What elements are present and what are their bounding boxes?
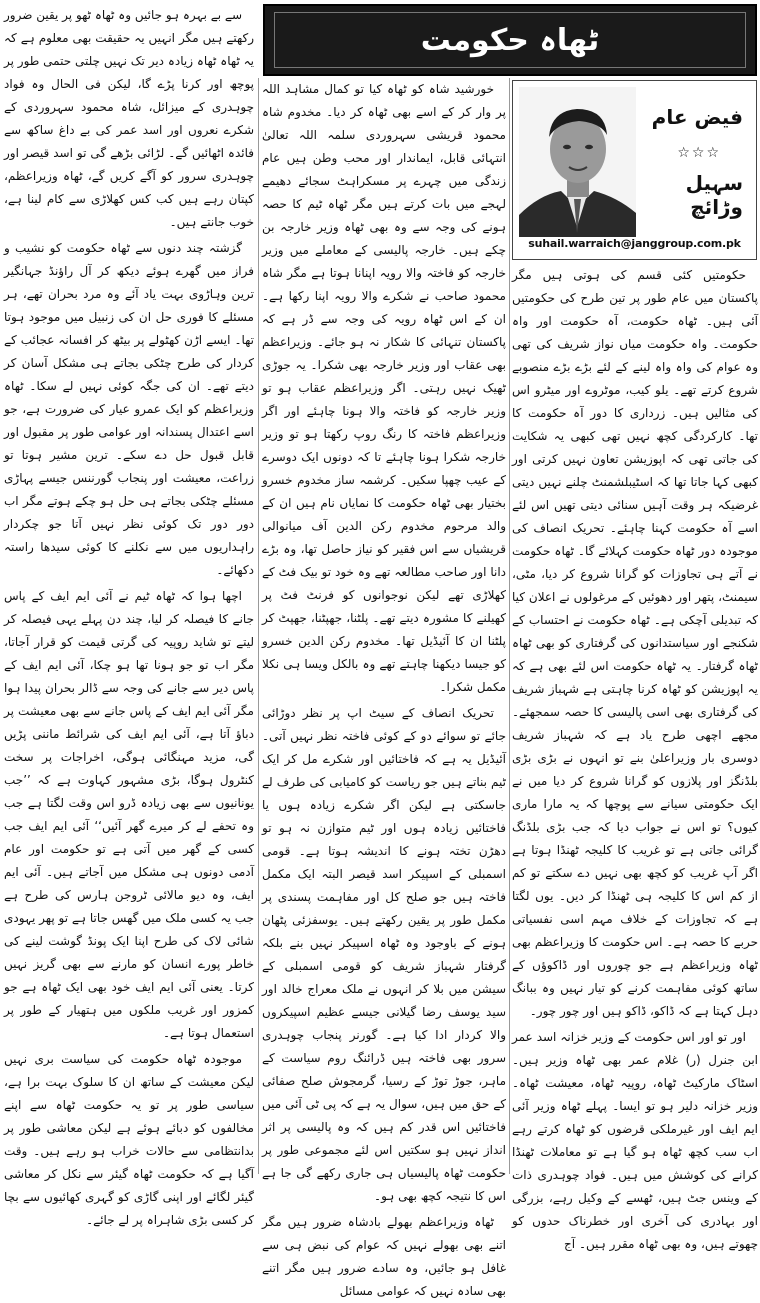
paragraph: اچھا ہوا کہ ٹھاہ ٹیم نے آئی ایم ایف کے پاس جانے کا فیصلہ کر لیا، چند دن پہلے یہی فیصلہ کر لیتے تو شاید روپیہ کی گرتی قیمت کو قرار آجاتا، مگر اب تو جو ہونا تھا ہو چکا، آئی ایم ایف کے پاس دیر سے جانے کی وجہ سے ڈالر بحران پیدا ہوا مگر آئی ایم ایف کے پاس جانے سے بھی معیشت پر دباؤ آتا ہے، آئی ایم ایف کی شرائط ماننی پڑیں گی، مزید مہنگائی ہوگی، اخراجات پر سخت کنٹرول ہوگا، بڑی مشہور کہاوت ہے کہ ’’جب یونانیوں سے بھی زیادہ ڈرو اس وقت لگتا ہے جب وہ تحفے لے کر میرے گھر آئیں‘‘ آئی ایم ایف جب کسی کے گھر میں آتی ہے تو حکومت اور عام آدمی دونوں ہی مشکل میں آجاتے ہیں۔ آئی ایم ایف، وہ دیو مالائی ٹروجن ہارس کی طرح ہے جب یہ کسی ملک میں گھس جاتا ہے تو پھر یہودی شائی لاک کی طرح اپنا ایک پونڈ گوشت لینے کی خاطر پورے انسان کو مارنے سے بھی گریز نہیں کرتا۔ یعنی آئی ایم ایف خود بھی ایک ٹھاہ ہے جو کمزور اور غریب ملکوں میں ہتھیار کے طور پر استعمال ہوتا ہے۔	[4, 589, 254, 1040]
author-email: suhail.warraich@janggroup.com.pk	[528, 237, 741, 250]
paragraph: موجودہ ٹھاہ حکومت کی سیاست بری نہیں لیکن معیشت کے ساتھ ان کا سلوک بہت برا ہے، سیاسی طور پر تو یہ حکومت ٹھاہ سے اپنے مخالفوں کو دبائے ہوئے ہے لیکن معاشی طور پر بدانتظامی سے حالات خراب ہو رہے ہیں۔ وقت آگیا ہے کہ حکومت ٹھاہ گیئر سے نکل کر معاشی گیئر لگائے اور اپنی گاڑی کو گہری کھائیوں سے بچا کر کسی بڑی شاہراہ پر لے جائے۔	[4, 1052, 254, 1227]
paragraph: حکومتیں کئی قسم کی ہوتی ہیں مگر پاکستان میں عام طور پر تین طرح کی حکومتیں آئی ہیں۔ ٹھاہ حکومت، آہ حکومت اور واہ حکومت۔ واہ حکومت میاں نواز شریف کی تھی وہ عوام کی واہ واہ لینے کے لئے بڑے بڑے منصوبے شروع کرتے تھے۔ یلو کیب، موٹروے اور میٹرو اس کی مثالیں ہیں۔ زرداری کا دور آہ حکومت کا تھا۔ کارکردگی کچھ نہیں تھی کبھی یہ شکایت کی جاتی تھی کہ اپوزیشن تعاون نہیں کرتی اور کبھی کہا جاتا تھا کہ اسٹیبلشمنٹ چلنے نہیں دیتی غرضیکہ ہر وقت آہیں سنائی دیتی تھیں اس لئے اسے آہ حکومت کہنا چاہئے۔ تحریک انصاف کی موجودہ دور ٹھاہ حکومت کہلائے گا۔ ٹھاہ حکومت نے آتے ہی تجاوزات کو گرانا شروع کر دیا، مٹی، سیمنٹ، پتھر اور دھوئیں کے مرغولوں نے اعلان کیا کہ تبدیلی آچکی ہے۔ ٹھاہ حکومت نے احتساب کے شکنجے اور سیاستدانوں کی گرفتاری کو بھی ٹھاہ ٹھاہ گرفتار۔ یہ ٹھاہ حکومت اس لئے بھی ہے کہ یہ اپوزیشن کو ٹھاہ کرنا چاہتی ہے شہباز شریف کی گرفتاری بھی اسی پالیسی کا حصہ سمجھئے۔ مجھے اچھی طرح یاد ہے کہ شہباز شریف دوسری بار وزیراعلیٰ بنے تو انہوں نے بڑی بڑی بلڈنگز اور پلازوں کو گرانا شروع کر دیا میں نے ایک حکومتی سیانے سے پوچھا کہ یہ مارا ماری کیوں؟ تو اس نے جواب دیا کہ جب بڑی بلڈنگ گرائی جاتی ہے تو غریب کا کلیجہ ٹھنڈا ہوتا ہے اگر آپ غریب کو کچھ بھی نہیں دے سکتے تو کم از کم اس کا کلیجہ ہی ٹھنڈا کر دیں۔ یوں لگتا ہے کہ تجاوزات کے خلاف مہم اسی نفسیاتی حربے کا حصہ ہے۔ اس حکومت کا وزیراعظم بھی ٹھاہ وزیراعظم ہے جو چوروں اور ڈاکوؤں کے ساتھ کوئی مفاہمت کرنے کو تیار نہیں وہ ببانگ دہل کہتا ہے کہ ڈاکو، ڈاکو ہیں اور چور چور۔	[512, 268, 758, 1018]
column-title: ٹھاہ حکومت	[420, 22, 600, 58]
article-column-3	[3, 4, 254, 1227]
paragraph: تحریک انصاف کے سیٹ اپ پر نظر دوڑائی جائے تو سوائے دو کے کوئی فاختہ نظر نہیں آتی۔ آئیڈیل یہ ہے کہ فاختائیں اور شکرے مل کر ایک ٹیم بناتے ہیں جو ریاست کو کامیابی کی طرف لے جاسکتی ہے لیکن اگر شکرے زیادہ ہوں یا فاختائیں زیادہ ہوں اور ٹیم متوازن نہ ہو تو دھڑن تختہ ہونے کا اندیشہ ہوتا ہے۔ قومی اسمبلی کے اسپیکر اسد قیصر البتہ ایک مکمل فاختہ ہیں جو صلح کل اور مفاہمت پسندی پر مکمل طور پر یقین رکھتے ہیں۔ یوسفزئی پٹھان ہونے کے باوجود وہ ٹھاہ اسپیکر نہیں بنے بلکہ گرفتار شہباز شریف کو قومی اسمبلی کے سیشن میں بلا کر انہوں نے ملک معراج خالد اور سید یوسف رضا گیلانی جیسے عظیم اسپیکروں والا کردار ادا کیا ہے۔ گورنر پنجاب چوہدری سرور بھی فاختہ ہیں ڈرائنگ روم سیاست کے ماہر، جوڑ توڑ کے رسیا، گرمجوش صلح صفائی کے حق میں ہیں، سوال یہ ہے کہ پی ٹی آئی میں فاختائیں اس قدر کم ہیں کہ وہ پالیسی پر اثر انداز نہیں ہو سکتیں اس لئے مجموعی طور پر حکومت ٹھاہ پالیسیاں ہی جاری رکھے گی جا ہے اس کا نتیجہ کچھ بھی ہو۔	[262, 706, 506, 1203]
stars-icon: ☆☆☆	[677, 145, 721, 161]
paragraph: ٹھاہ وزیراعظم بھولے بادشاہ ضرور ہیں مگر اتنے بھی بھولے نہیں کہ عوام کی نبض ہی سے غافل ہو جائیں، وہ سادے ضرور ہیں مگر اتنے بھی سادہ نہیں کہ عوامی مسائل	[262, 1215, 506, 1298]
article-column-2	[262, 78, 506, 1298]
author-name-primary: فیض عام	[651, 105, 743, 129]
column-divider	[509, 78, 510, 1174]
column-title-frame	[274, 12, 746, 68]
author-names	[641, 87, 751, 237]
paragraph: سے بے بہرہ ہو جائیں وہ ٹھاہ ٹھو پر یقین ضرور رکھتے ہیں مگر انہیں یہ حقیقت بھی معلوم ہے کہ یہ ٹھاہ ٹھاہ زیادہ دیر تک نہیں چلتی حتمی طور پر پوچھ اور کرنا پڑے گا، لیکن فی الحال وہ فواد چوہدری کے میزائل، شاہ محمود سہروردی کے شکرے نعروں اور اسد عمر کی بے داغ ساکھ سے فائدہ اٹھائیں گے۔ لڑائی بڑھے گی تو اسد قیصر اور چوہدری سرور کو آگے کریں گے، ٹھاہ وزیراعظم، کپتان رہے ہیں کب کس کھلاڑی سے کام لینا ہے، خوب جانتے ہیں۔	[3, 8, 254, 229]
author-name-secondary: سہیل وڑائچ	[685, 171, 743, 219]
column-divider	[258, 78, 259, 1174]
paragraph: گزشتہ چند دنوں سے ٹھاہ حکومت کو نشیب و فراز میں گھرے ہوئے دیکھ کر آل راؤنڈ جہانگیر ترین وہاڑوی بہت یاد آئے وہ مرد بحران تھے، ہر مسئلے کا فوری حل ان کی زنبیل میں موجود ہوتا تھا۔ ایسے اڑن کھٹولے پر بیٹھ کر افسانہ عجائب کے کردار کی طرح چٹکی بجاتے ہی مشکل آسان کر دیتے تھے۔ ان کی جگہ کوئی نہیں لے سکا۔ ٹھاہ وزیراعظم کو ایک عمرو عیار کی ضرورت ہے، جو اسے اعتدال پسندانہ اور عوامی طور پر مقبول اور قابل قبول حل دے سکے۔ ترین مشیر ہوتا تو زراعت، معیشت اور پنجاب گورننس جیسے پہاڑی مسئلے چٹکی بجاتے ہی حل ہو چکے ہوتے مگر اب دور دور تک کوئی نظر نہیں آتا جو چکردار راہداریوں میں سے نکلنے کا کوئی سیدھا راستہ دکھائے۔	[4, 241, 254, 577]
author-box	[512, 80, 757, 260]
paragraph: خورشید شاہ کو ٹھاہ کیا تو کمال مشاہد اللہ پر وار کر کے اسے بھی ٹھاہ کر دیا۔ مخدوم شاہ محمود قریشی سہروردی سلمہ اللہ تعالیٰ انتہائی قابل، ایماندار اور محب وطن ہیں عام زندگی میں چہرے پر مسکراہٹ سجائے دھیمے لہجے میں بات کرتے ہیں مگر ٹھاہ ٹیم کا حصہ ہونے کی وجہ سے وہ بھی ٹھاہ وزیر خارجہ بن چکے ہیں۔ خارجہ پالیسی کے معاملے میں وزیر خارجہ کو فاختہ والا رویہ اپنانا ہوتا ہے مگر شاہ محمود صاحب نے شکرے والا رویہ اپنا رکھا ہے۔ ان کے اس ٹھاہ رویہ کی وجہ سے ڈر ہے کہ پاکستان تنہائی کا شکار نہ ہو جائے۔ وزیراعظم بھی عقاب اور وزیر خارجہ بھی شکرا۔ یہ جوڑی ٹھیک نہیں رہتی۔ اگر وزیراعظم عقاب ہو تو وزیر خارجہ کو فاختہ والا ہونا چاہئے اور اگر وزیراعظم فاختہ کا رنگ روپ رکھتا ہو تو وزیر خارجہ شکرا ہونا چاہئے تا کہ دونوں ایک دوسرے کے عیب چھپا سکیں۔ کرشمہ ساز مخدوم خسرو بختیار بھی ٹھاہ حکومت کا نمایاں نام ہیں ان کے والد مرحوم مخدوم رکن الدین آف میانوالی قریشیاں سے اس فقیر کو نیاز حاصل تھا، وہ بڑے دانا اور صاحب مطالعہ تھے وہ خود تو بیک فٹ کے کھلاڑی تھے لیکن نوجوانوں کو فرنٹ فٹ پر کھیلنے کا مشورہ دیتے تھے۔ پلٹنا، جھپٹنا، جھپٹ کر پلٹنا ان کا آئیڈیل تھا۔ مخدوم رکن الدین خسرو کو جیسا دیکھنا چاہتے تھے وہ بالکل ویسا ہی نکلا مکمل شکرا۔	[262, 82, 506, 694]
article-column-1	[512, 264, 758, 1251]
paragraph: اور تو اور اس حکومت کے وزیر خزانہ اسد عمر ابن جنرل (ر) غلام عمر بھی ٹھاہ وزیر ہیں۔ اسٹاک مارکیٹ ٹھاہ، روپیہ ٹھاہ، معیشت ٹھاہ۔ وزیر خزانہ دلیر ہو تو ایسا۔ پہلے ٹھاہ وزیر آئی ایم ایف اور غیرملکی قرضوں کو ٹھاہ کرتے رہے اب سب کچھ ٹھاہ ہو گیا ہے تو معاملات ٹھنڈا کرانے کی کوشش میں ہیں۔ فواد چوہدری ذات کے وینس جٹ ہیں، ٹھسے کے وکیل رہے، بزرگی اور بہادری کی آخری اور خطرناک حدوں کو چھوتے ہیں، وہ بھی ٹھاہ مقرر ہیں۔ آج	[512, 1030, 758, 1251]
column-title-banner	[263, 4, 757, 76]
author-portrait-image	[519, 87, 636, 237]
author-photo	[519, 87, 636, 237]
